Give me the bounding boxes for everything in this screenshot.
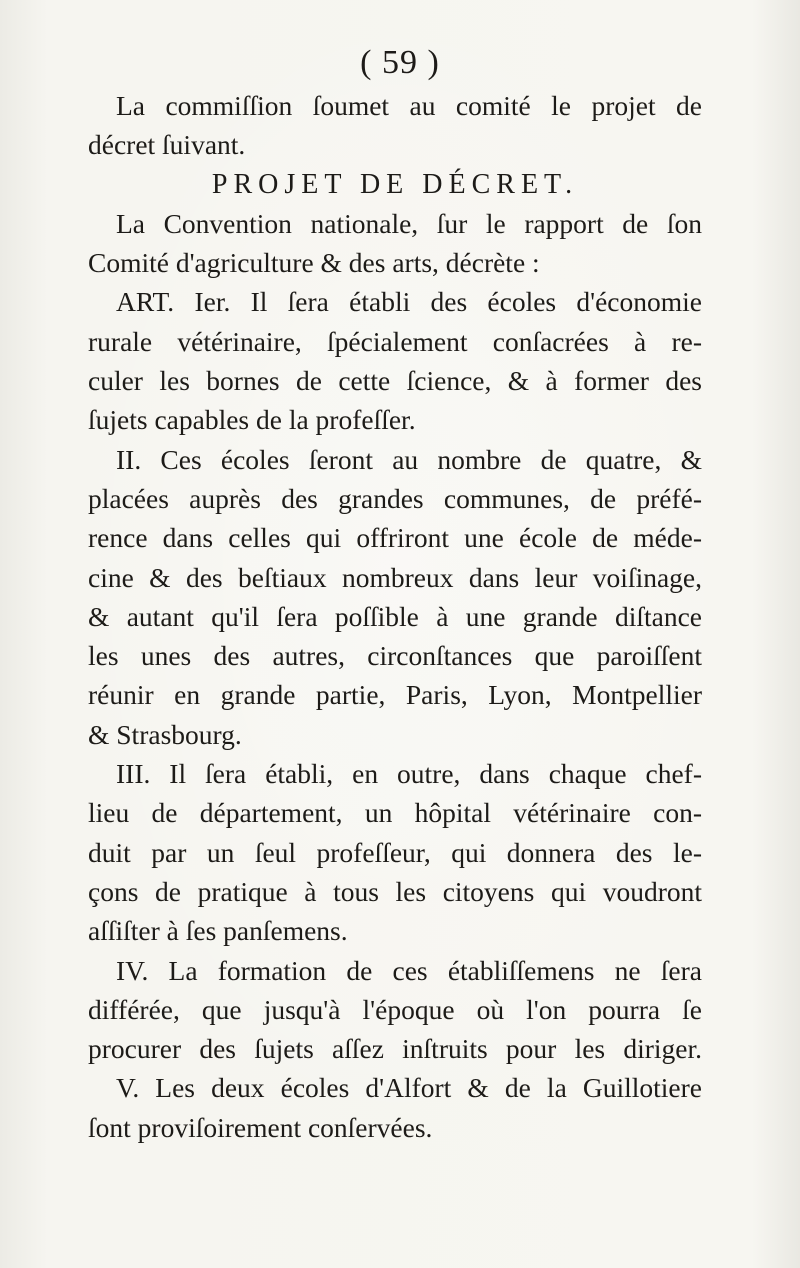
text-line: & autant qu'il ſera poſſible à une grande diſtance — [88, 600, 702, 632]
section-heading: PROJET DE DÉCRET. — [211, 168, 579, 200]
text-line: lieu de département, un hôpital vétérinaire con- — [88, 797, 702, 829]
page-number: ( 59 ) — [360, 44, 440, 81]
text-line: réunir en grande partie, Paris, Lyon, Montpellier — [88, 679, 702, 711]
text-line: ſujets capables de la profeſſer. — [88, 404, 416, 436]
text-line: cine & des beſtiaux nombreux dans leur voiſinage, — [88, 561, 702, 593]
text-line: La Convention nationale, ſur le rapport de ſon — [116, 207, 702, 239]
article-line: V. Les deux écoles d'Alfort & de la Guillotiere — [116, 1072, 702, 1104]
text-line: çons de pratique à tous les citoyens qui voudront — [88, 875, 702, 907]
body-text — [88, 86, 702, 1147]
text-line: culer les bornes de cette ſcience, & à former des — [88, 365, 702, 397]
article-line: IV. La formation de ces établiſſemens ne ſera — [116, 954, 702, 986]
text-line: ſont proviſoirement conſervées. — [88, 1111, 433, 1143]
text-line: placées auprès des grandes communes, de préfé- — [88, 482, 702, 514]
text-line: Comité d'agriculture & des arts, décrète : — [88, 247, 540, 279]
text-line: aſſiſter à ſes panſemens. — [88, 915, 348, 947]
text-line: procurer des ſujets aſſez inſtruits pour les diriger. — [88, 1033, 702, 1065]
text-line: différée, que jusqu'à l'époque où l'on pourra ſe — [88, 993, 702, 1025]
text-line: La commiſſion ſoumet au comité le projet de — [116, 90, 702, 121]
article-line: II. Ces écoles ſeront au nombre de quatre, & — [116, 443, 702, 475]
text-line: duit par un ſeul profeſſeur, qui donnera des le- — [88, 836, 702, 868]
text-line: décret ſuivant. — [88, 129, 246, 161]
text-line: rence dans celles qui offriront une école de méde- — [88, 522, 702, 554]
article-line: ART. Ier. Il ſera établi des écoles d'économie — [116, 286, 702, 318]
article-line: III. Il ſera établi, en outre, dans chaque chef- — [116, 758, 702, 790]
text-line: les unes des autres, circonſtances que paroiſſent — [88, 640, 702, 672]
text-line: rurale vétérinaire, ſpécialement conſacrées à re- — [88, 325, 702, 357]
text-line: & Strasbourg. — [88, 718, 242, 750]
